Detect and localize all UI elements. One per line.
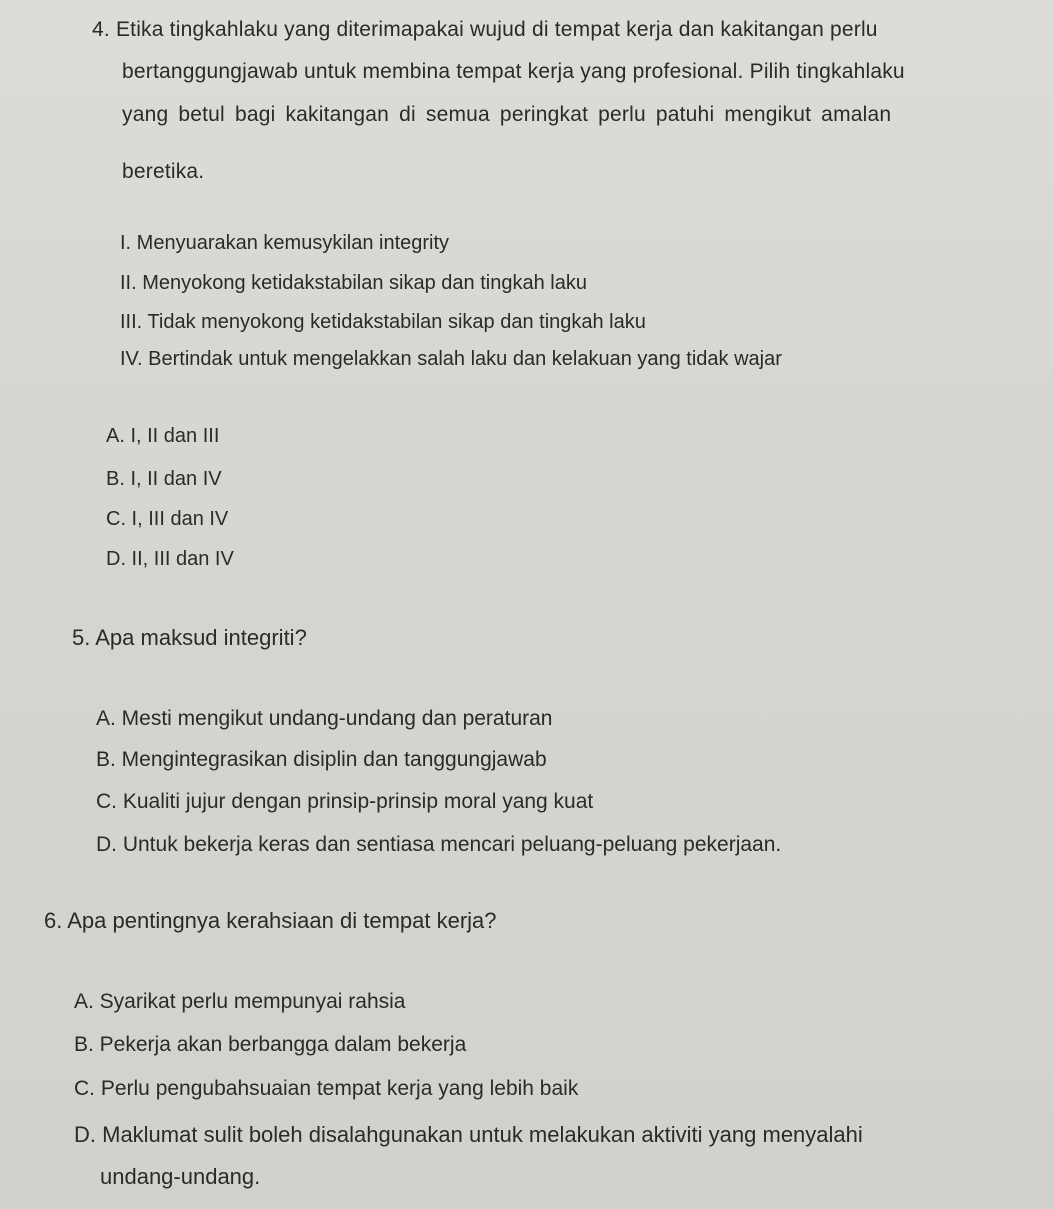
q5-option-d[interactable]: D. Untuk bekerja keras dan sentiasa mencari peluang-peluang pekerjaan. [96,833,782,856]
q4-option-a[interactable]: A. I, II dan III [106,425,220,447]
q4-option-c[interactable]: C. I, III dan IV [106,508,229,530]
q5-option-c[interactable]: C. Kualiti jujur dengan prinsip-prinsip moral yang kuat [96,790,594,813]
q6-option-c[interactable]: C. Perlu pengubahsuaian tempat kerja yang lebih baik [74,1077,579,1100]
q6-option-a[interactable]: A. Syarikat perlu mempunyai rahsia [74,990,406,1013]
q6-option-d[interactable]: D. Maklumat sulit boleh disalahgunakan untuk melakukan aktiviti yang menyalahi [74,1122,863,1147]
q5-question: 5. Apa maksud integriti? [72,625,307,650]
q4-option-d[interactable]: D. II, III dan IV [106,548,234,570]
q4-option-b[interactable]: B. I, II dan IV [106,468,222,490]
q4-text-line-2: bertanggungjawab untuk membina tempat kerja yang profesional. Pilih tingkahlaku [122,60,905,83]
q4-text-line-4: beretika. [122,160,205,183]
q5-option-b[interactable]: B. Mengintegrasikan disiplin dan tanggungjawab [96,748,547,771]
q4-statement-2: II. Menyokong ketidakstabilan sikap dan tingkah laku [120,272,587,294]
q4-text-line-1: 4. Etika tingkahlaku yang diterimapakai wujud di tempat kerja dan kakitangan perlu [92,18,878,41]
q5-option-a[interactable]: A. Mesti mengikut undang-undang dan peraturan [96,707,553,730]
q6-option-b[interactable]: B. Pekerja akan berbangga dalam bekerja [74,1033,467,1056]
q4-statement-1: I. Menyuarakan kemusykilan integrity [120,232,450,254]
q4-statement-4: IV. Bertindak untuk mengelakkan salah laku dan kelakuan yang tidak wajar [120,348,782,370]
q6-option-d-continuation: undang-undang. [100,1164,261,1189]
q6-question: 6. Apa pentingnya kerahsiaan di tempat kerja? [44,908,497,933]
q4-statement-3: III. Tidak menyokong ketidakstabilan sikap dan tingkah laku [120,311,646,333]
q4-text-line-3: yang betul bagi kakitangan di semua peringkat perlu patuhi mengikut amalan [122,103,892,126]
